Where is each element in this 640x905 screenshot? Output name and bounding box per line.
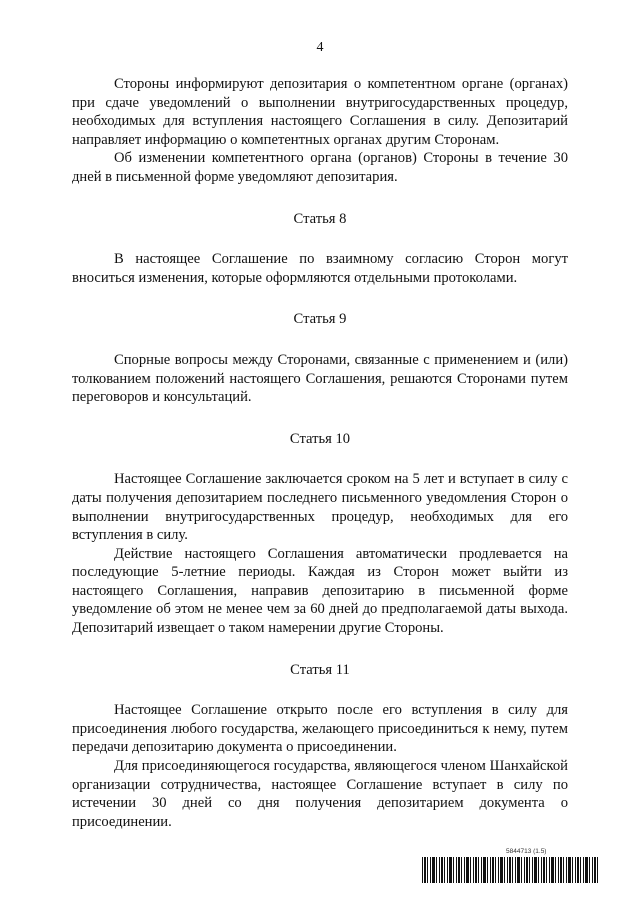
article-10-paragraph-2: Действие настоящего Соглашения автоматически продлевается на последующие 5-летние периоды. Каждая из Сторон может выйти из настоящего Соглашения, направив депозитарию в письменной форме уведомление об этом не менее чем за 60 дней до предполагаемой даты выхода. Депозитарий извещает о таком намерении другие Стороны.	[72, 545, 568, 637]
article-11-paragraph-1: Настоящее Соглашение открыто после его вступления в силу для присоединения любого государства, желающего присоединиться к нему, путем передачи депозитарию документа о присоединении.	[72, 702, 568, 756]
document-body	[72, 75, 568, 831]
barcode-label: 5844713 (1.5)	[506, 848, 547, 855]
article-11-paragraph-2: Для присоединяющегося государства, являющегося членом Шанхайской организации сотрудничества, настоящее Соглашение вступает в силу по истечении 30 дней со дня получения депозитарием документа о присоединении.	[72, 758, 568, 830]
document-barcode	[422, 848, 600, 883]
article-11-heading: Статья 11	[290, 661, 350, 678]
paragraph-authority-change: Об изменении компетентного органа (органов) Стороны в течение 30 дней в письменной форме уведомляют депозитария.	[72, 150, 568, 185]
article-10-paragraph-1: Настоящее Соглашение заключается сроком на 5 лет и вступает в силу с даты получения депозитарием последнего письменного уведомления Сторон о выполнении внутригосударственных процедур, необходимых для его вступления в силу.	[72, 471, 568, 544]
barcode-icon	[422, 857, 600, 883]
page-number: 4	[316, 40, 324, 55]
article-10-heading: Статья 10	[289, 430, 351, 447]
article-9-paragraph: Спорные вопросы между Сторонами, связанные с применением и (или) толкованием положений настоящего Соглашения, решаются Сторонами путем переговоров и консультаций.	[72, 351, 568, 406]
article-9-heading: Статья 9	[293, 311, 347, 328]
article-8-heading: Статья 8	[293, 210, 347, 227]
article-8-paragraph: В настоящее Соглашение по взаимному согласию Сторон могут вноситься изменения, которые оформляются отдельными протоколами.	[72, 251, 568, 286]
paragraph-competent-authority: Стороны информируют депозитария о компетентном органе (органах) при сдаче уведомлений о выполнении внутригосударственных процедур, необходимых для вступления настоящего Соглашения в силу. Депозитарий направляет информацию о компетентных органах другим Сторонам.	[72, 76, 568, 148]
